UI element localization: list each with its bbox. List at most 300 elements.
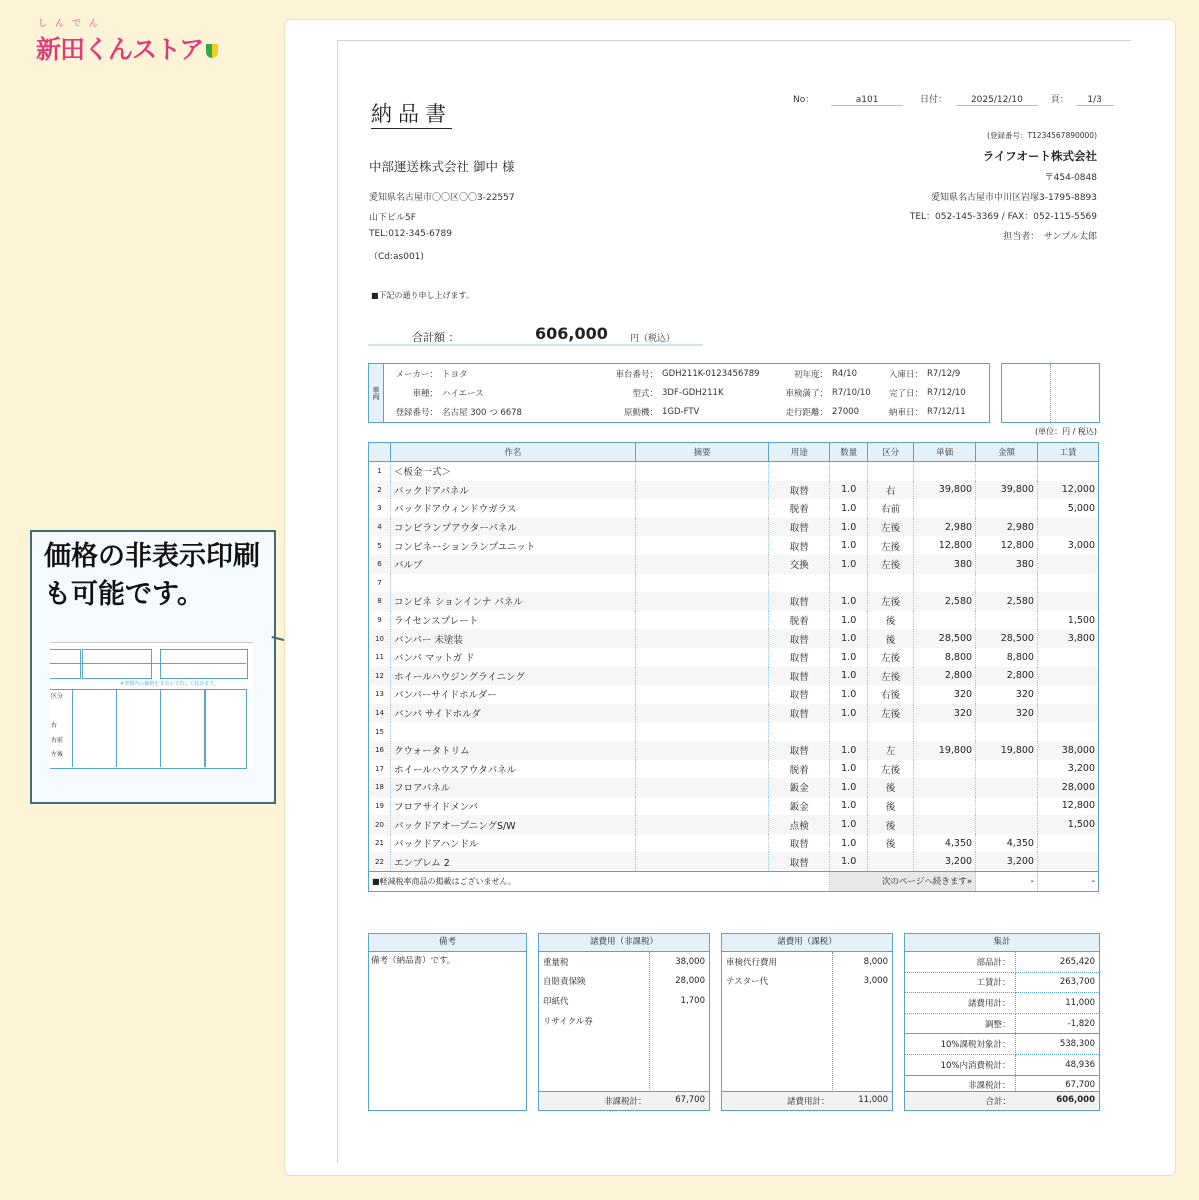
footer-labor: -	[1037, 872, 1098, 892]
fee-value: 38,000	[675, 956, 705, 967]
document-title: 納品書	[371, 98, 452, 129]
table-row	[369, 667, 1099, 686]
item-description	[635, 555, 769, 574]
item-position: 左後	[868, 648, 914, 667]
col-header: 数量	[830, 443, 868, 462]
item-labor	[1037, 667, 1098, 686]
row-number: 6	[369, 555, 391, 574]
row-number: 8	[369, 592, 391, 611]
summary-row	[905, 972, 1099, 993]
item-unit-price	[914, 778, 976, 797]
item-usage: 交換	[769, 555, 830, 574]
item-unit-price: 2,980	[914, 518, 976, 537]
col-header: 用途	[769, 443, 830, 462]
item-name: コンビネーションランプユニット	[390, 536, 635, 555]
item-labor: 12,000	[1037, 481, 1098, 500]
row-number: 2	[369, 481, 391, 500]
item-unit-price	[914, 760, 976, 779]
fee-value: 28,000	[675, 976, 705, 987]
item-position: 左	[868, 741, 914, 760]
item-amount: 4,350	[976, 834, 1038, 853]
item-labor: 1,500	[1037, 611, 1098, 630]
item-usage: 取替	[769, 629, 830, 648]
item-description	[635, 574, 769, 593]
item-quantity: 1.0	[830, 536, 868, 555]
summary-total-label: 合計：	[985, 1097, 1011, 1107]
item-labor: 1,500	[1037, 815, 1098, 834]
item-labor: 3,800	[1037, 629, 1098, 648]
item-unit-price: 380	[914, 555, 976, 574]
item-amount: 28,500	[976, 629, 1038, 648]
item-amount: 12,800	[976, 536, 1038, 555]
item-amount: 2,580	[976, 592, 1038, 611]
item-amount: 320	[976, 685, 1038, 704]
item-quantity: 1.0	[830, 499, 868, 518]
item-unit-price: 3,200	[914, 852, 976, 871]
item-labor	[1037, 592, 1098, 611]
summary-box	[904, 933, 1100, 1111]
taxed-row	[722, 952, 892, 972]
item-description	[635, 499, 769, 518]
table-row	[369, 852, 1099, 871]
registration-number: (登録番号：T1234567890000)	[987, 131, 1097, 140]
customer-address-line: 山下ビル5F	[369, 213, 416, 223]
item-quantity	[830, 722, 868, 741]
item-name: ホイールハウジングライニング	[390, 667, 635, 686]
item-position: 後	[868, 815, 914, 834]
item-position: 左後	[868, 536, 914, 555]
thumb-note: ※書類内の価格を非表示で出して届けます。	[120, 681, 219, 687]
item-position: 左後	[868, 518, 914, 537]
vehicle-label: 車種：	[412, 388, 438, 399]
total-amount	[368, 324, 703, 346]
vehicle-side-label: 車両	[369, 364, 384, 422]
item-unit-price	[914, 574, 976, 593]
table-row	[369, 481, 1099, 500]
item-labor	[1037, 648, 1098, 667]
item-usage: 取替	[769, 518, 830, 537]
item-unit-price: 4,350	[914, 834, 976, 853]
item-position: 左後	[868, 667, 914, 686]
item-usage	[769, 722, 830, 741]
item-name: エンブレム 2	[390, 852, 635, 871]
table-row	[369, 778, 1099, 797]
summary-label: 10%内消費税計：	[905, 1054, 1015, 1075]
item-labor	[1037, 834, 1098, 853]
summary-total	[905, 1091, 1099, 1110]
item-description	[635, 778, 769, 797]
row-number: 10	[369, 629, 391, 648]
fee-value: 8,000	[863, 956, 888, 967]
item-usage: 鈑金	[769, 797, 830, 816]
summary-value: -1,820	[1015, 1013, 1099, 1034]
table-row	[369, 760, 1099, 779]
continue-note: 次のページへ続きます»	[830, 872, 976, 892]
item-unit-price: 28,500	[914, 629, 976, 648]
item-amount	[976, 778, 1038, 797]
taxed-box	[721, 933, 893, 1111]
taxed-title: 諸費用（課税）	[722, 934, 892, 952]
fee-value: 1,700	[680, 995, 705, 1006]
item-description	[635, 722, 769, 741]
item-usage: 取替	[769, 592, 830, 611]
vehicle-info	[368, 363, 990, 423]
vehicle-value: 1GD-FTV	[662, 406, 700, 417]
item-labor	[1037, 685, 1098, 704]
item-description	[635, 462, 769, 481]
fee-label: リサイクル券	[543, 1016, 593, 1027]
vehicle-value: R7/12/11	[927, 406, 966, 417]
item-position: 左後	[868, 592, 914, 611]
item-usage: 取替	[769, 685, 830, 704]
item-name: ライセンスプレート	[390, 611, 635, 630]
item-description	[635, 834, 769, 853]
item-position: 後	[868, 629, 914, 648]
col-header: 単価	[914, 443, 976, 462]
item-unit-price	[914, 499, 976, 518]
company-name: ライフオート株式会社	[982, 149, 1097, 163]
fee-label: 重量税	[543, 957, 569, 968]
item-labor: 12,800	[1037, 797, 1098, 816]
item-quantity: 1.0	[830, 592, 868, 611]
summary-row	[905, 1013, 1099, 1034]
item-unit-price	[914, 462, 976, 481]
item-quantity: 1.0	[830, 741, 868, 760]
item-position: 左後	[868, 555, 914, 574]
item-name: バルブ	[390, 555, 635, 574]
col-header	[369, 443, 391, 462]
intro-note: ■下記の通り申し上げます。	[371, 291, 474, 300]
summary-value: 11,000	[1015, 993, 1099, 1014]
item-amount: 2,980	[976, 518, 1038, 537]
vehicle-value: 3DF-GDH211K	[662, 387, 724, 398]
item-description	[635, 741, 769, 760]
item-amount: 380	[976, 555, 1038, 574]
table-row	[369, 611, 1099, 630]
item-name: バックドアパネル	[390, 481, 635, 500]
item-name	[390, 722, 635, 741]
nontax-box	[538, 933, 710, 1111]
summary-label: 非課税計：	[905, 1075, 1015, 1095]
vehicle-value: ハイエース	[442, 388, 484, 399]
vehicle-label: 納車日：	[888, 407, 923, 418]
item-amount	[976, 797, 1038, 816]
summary-label: 工賃計：	[905, 972, 1015, 993]
item-description	[635, 518, 769, 537]
item-quantity: 1.0	[830, 834, 868, 853]
thumb-row: 右前	[51, 737, 64, 744]
item-quantity: 1.0	[830, 704, 868, 723]
vehicle-value: R4/10	[832, 368, 857, 379]
summary-value: 265,420	[1015, 952, 1099, 972]
taxed-total-label: 諸費用計：	[787, 1097, 830, 1107]
item-amount: 2,800	[976, 667, 1038, 686]
no-value: a101	[831, 95, 903, 106]
row-number: 22	[369, 852, 391, 871]
customer-address-line: 愛知県名古屋市〇〇区〇〇3-22557	[369, 193, 515, 203]
item-labor	[1037, 574, 1098, 593]
item-position	[868, 574, 914, 593]
nontax-row	[539, 1011, 709, 1031]
row-number: 9	[369, 611, 391, 630]
vehicle-label: 車台番号：	[615, 369, 658, 380]
beginner-leaf-icon	[206, 44, 218, 58]
unit-note: (単位：円 / 税込)	[1034, 427, 1097, 436]
row-number: 3	[369, 499, 391, 518]
item-name: フロアパネル	[390, 778, 635, 797]
page-label: 頁：	[1050, 95, 1069, 105]
items-header-row	[369, 443, 1099, 462]
row-number: 18	[369, 778, 391, 797]
item-position: 右前	[868, 499, 914, 518]
total-label: 合計額 ：	[412, 331, 460, 344]
customer-name: 中部運送株式会社 御中 様	[369, 159, 515, 174]
item-amount	[976, 499, 1038, 518]
item-quantity: 1.0	[830, 611, 868, 630]
summary-title: 集計	[905, 934, 1099, 952]
item-usage: 取替	[769, 536, 830, 555]
nontax-title: 諸費用（非課税）	[539, 934, 709, 952]
total-unit: 円（税込）	[630, 334, 676, 344]
col-header: 作名	[390, 443, 635, 462]
company-postcode: 〒454-0848	[1044, 173, 1097, 183]
fee-label: テスター代	[726, 977, 769, 988]
item-name: バンパー 未塗装	[390, 629, 635, 648]
table-row	[369, 499, 1099, 518]
delivery-note-page	[337, 40, 1131, 1163]
item-quantity	[830, 462, 868, 481]
table-row	[369, 704, 1099, 723]
vehicle-label: 完了日：	[888, 388, 923, 399]
fee-value: 3,000	[863, 976, 888, 987]
row-number: 4	[369, 518, 391, 537]
item-description	[635, 667, 769, 686]
company-contact: 担当者： サンプル太郎	[1003, 232, 1097, 242]
item-position	[868, 462, 914, 481]
item-labor	[1037, 704, 1098, 723]
vehicle-value: GDH211K-0123456789	[662, 368, 760, 379]
summary-label: 部品計：	[905, 952, 1015, 972]
company-address: 愛知県名古屋市中川区岩塚3-1795-8893	[930, 193, 1097, 203]
page-value: 1/3	[1076, 95, 1114, 106]
vehicle-table	[385, 364, 985, 421]
item-usage: 取替	[769, 852, 830, 871]
vehicle-row	[385, 383, 985, 402]
fee-label: 印紙代	[543, 996, 569, 1007]
item-labor: 3,200	[1037, 760, 1098, 779]
table-row	[369, 629, 1099, 648]
item-position: 後	[868, 778, 914, 797]
item-name: ＜板金一式＞	[390, 462, 635, 481]
total-value: 606,000	[535, 324, 608, 343]
item-usage	[769, 462, 830, 481]
row-number: 20	[369, 815, 391, 834]
table-row	[369, 815, 1099, 834]
taxed-total-value: 11,000	[858, 1095, 888, 1105]
row-number: 17	[369, 760, 391, 779]
vehicle-value: 名古屋 300 つ 6678	[442, 407, 522, 418]
vehicle-value: 27000	[832, 406, 860, 417]
vehicle-label: 原動機：	[623, 407, 658, 418]
item-description	[635, 592, 769, 611]
summary-row	[905, 952, 1099, 972]
row-number: 13	[369, 685, 391, 704]
vehicle-value: R7/12/9	[927, 368, 961, 379]
item-quantity: 1.0	[830, 815, 868, 834]
item-description	[635, 685, 769, 704]
item-unit-price: 320	[914, 704, 976, 723]
summary-label: 調整：	[905, 1013, 1015, 1034]
item-amount	[976, 574, 1038, 593]
item-quantity: 1.0	[830, 648, 868, 667]
thumb-row: 右	[51, 722, 58, 729]
item-unit-price	[914, 722, 976, 741]
row-number: 12	[369, 667, 391, 686]
item-labor	[1037, 462, 1098, 481]
item-description	[635, 704, 769, 723]
item-quantity: 1.0	[830, 685, 868, 704]
table-row	[369, 685, 1099, 704]
item-amount	[976, 722, 1038, 741]
vehicle-label: メーカー：	[395, 369, 438, 380]
summary-label: 諸費用計：	[905, 993, 1015, 1014]
item-description	[635, 481, 769, 500]
nontax-table	[539, 952, 709, 1030]
item-unit-price: 320	[914, 685, 976, 704]
customer-code: （Cd:as001)	[369, 252, 424, 262]
item-usage: 脱着	[769, 499, 830, 518]
items-table	[368, 442, 1099, 892]
item-labor	[1037, 852, 1098, 871]
hidden-price-preview	[50, 642, 253, 768]
item-name: バンパーサイドホルダー	[390, 685, 635, 704]
summary-label: 10%課税対象計：	[905, 1034, 1015, 1055]
table-row	[369, 536, 1099, 555]
summary-total-value: 606,000	[1056, 1095, 1095, 1105]
logo-text: 新田くんストア	[36, 35, 204, 64]
item-position: 右後	[868, 685, 914, 704]
table-row	[369, 574, 1099, 593]
doc-meta	[793, 92, 1114, 106]
company-phone: TEL：052-145-3369 / FAX：052-115-5569	[909, 212, 1097, 222]
item-unit-price: 39,800	[914, 481, 976, 500]
item-quantity: 1.0	[830, 481, 868, 500]
item-description	[635, 797, 769, 816]
item-amount: 19,800	[976, 741, 1038, 760]
item-amount: 39,800	[976, 481, 1038, 500]
item-description	[635, 629, 769, 648]
summary-value: 48,936	[1015, 1054, 1099, 1075]
item-name: コンビランプアウターパネル	[390, 518, 635, 537]
col-header: 摘要	[635, 443, 769, 462]
vehicle-label: 入庫日：	[888, 369, 923, 380]
item-amount: 3,200	[976, 852, 1038, 871]
item-quantity: 1.0	[830, 797, 868, 816]
item-quantity: 1.0	[830, 667, 868, 686]
item-quantity	[830, 574, 868, 593]
footer-amount: -	[976, 872, 1038, 892]
item-usage: 取替	[769, 741, 830, 760]
summary-value: 263,700	[1015, 972, 1099, 993]
thumb-row: 区分	[51, 693, 64, 700]
item-description	[635, 760, 769, 779]
item-quantity: 1.0	[830, 518, 868, 537]
item-amount	[976, 462, 1038, 481]
vehicle-label: 車検満了：	[785, 388, 828, 399]
item-unit-price: 12,800	[914, 536, 976, 555]
item-name: クウォータトリム	[390, 741, 635, 760]
item-position: 左後	[868, 760, 914, 779]
item-amount: 320	[976, 704, 1038, 723]
item-amount	[976, 760, 1038, 779]
fee-label: 自賠責保険	[543, 977, 586, 988]
date-value: 2025/12/10	[956, 95, 1038, 106]
vehicle-value: トヨタ	[442, 369, 468, 380]
no-label: No：	[793, 95, 815, 105]
vehicle-label: 走行距離：	[785, 407, 828, 418]
item-usage	[769, 574, 830, 593]
taxed-table	[722, 952, 892, 991]
item-usage: 脱着	[769, 611, 830, 630]
nontax-row	[539, 972, 709, 992]
item-description	[635, 815, 769, 834]
item-unit-price: 19,800	[914, 741, 976, 760]
item-labor: 5,000	[1037, 499, 1098, 518]
item-amount: 8,800	[976, 648, 1038, 667]
item-labor	[1037, 722, 1098, 741]
item-usage: 取替	[769, 704, 830, 723]
item-unit-price	[914, 611, 976, 630]
item-amount	[976, 611, 1038, 630]
summary-value: 67,700	[1065, 1080, 1095, 1091]
item-position: 後	[868, 797, 914, 816]
table-row	[369, 555, 1099, 574]
item-name: バックドアオープニングS/W	[390, 815, 635, 834]
nontax-total-label: 非課税計：	[604, 1097, 647, 1107]
table-row	[369, 518, 1099, 537]
item-unit-price: 2,800	[914, 667, 976, 686]
summary-row	[905, 1054, 1099, 1075]
table-row	[369, 462, 1099, 481]
vehicle-row	[385, 364, 985, 383]
table-row	[369, 741, 1099, 760]
item-name: バックドアウィンドウガラス	[390, 499, 635, 518]
item-usage: 取替	[769, 834, 830, 853]
item-position	[868, 852, 914, 871]
item-position: 右	[868, 481, 914, 500]
item-name: バンパ マットガ ド	[390, 648, 635, 667]
row-number: 5	[369, 536, 391, 555]
table-row	[369, 797, 1099, 816]
item-position: 後	[868, 834, 914, 853]
callout-box	[30, 530, 276, 804]
table-row	[369, 648, 1099, 667]
item-labor: 38,000	[1037, 741, 1098, 760]
remarks-title: 備考	[369, 934, 526, 952]
row-number: 19	[369, 797, 391, 816]
summary-value: 538,300	[1015, 1034, 1099, 1055]
item-unit-price: 2,580	[914, 592, 976, 611]
item-name: コンビネ ションインナ パネル	[390, 592, 635, 611]
vehicle-label: 初年度：	[793, 369, 828, 380]
logo-ruby: しんでん	[38, 19, 107, 29]
item-quantity: 1.0	[830, 629, 868, 648]
item-description	[635, 611, 769, 630]
taxed-row	[722, 972, 892, 992]
item-name	[390, 574, 635, 593]
item-usage: 取替	[769, 481, 830, 500]
nontax-row	[539, 991, 709, 1011]
